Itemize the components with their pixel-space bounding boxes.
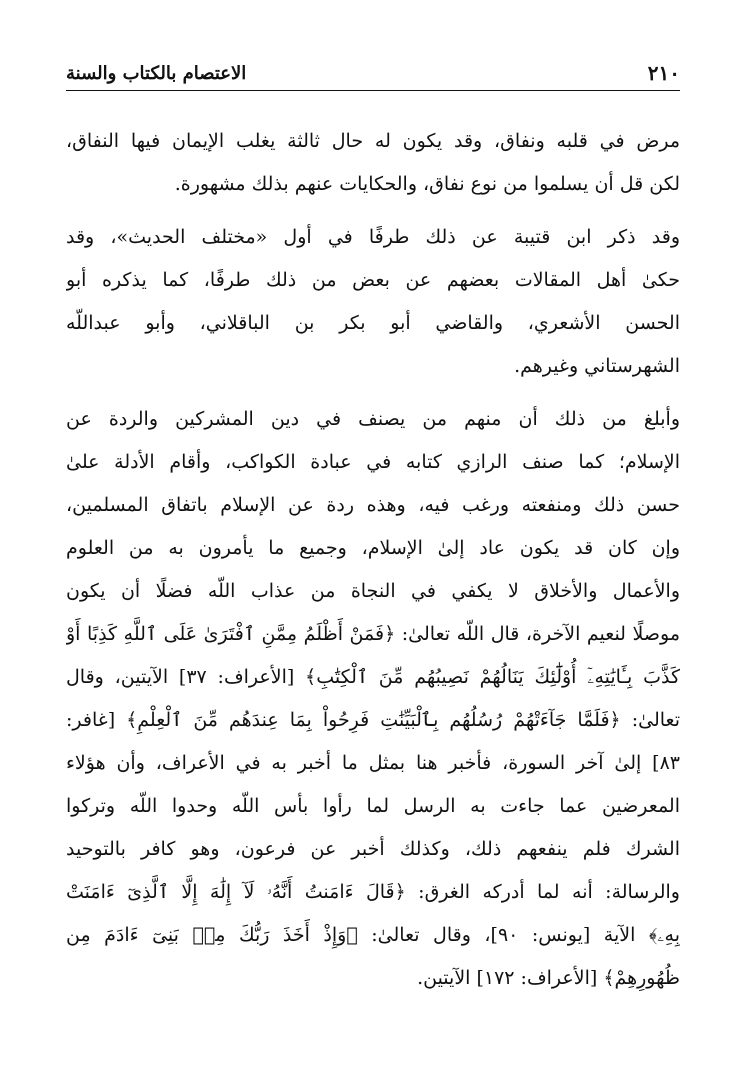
text-line: الشرك فلم ينفعهم ذلك، وكذلك أخبر عن فرعون، وهو كافر بالتوحيد <box>66 838 680 860</box>
text-line: وأبلغ من ذلك أن منهم من يصنف في دين المشركين والردة عن <box>66 408 680 430</box>
text-line: كَذَّبَ بِـَٔايَٰتِهِۦٓ أُوْلَٰٓئِكَ يَنَالُهُمْ نَصِيبُهُم مِّنَ ٱلْكِتَٰبِ﴾ [الأعراف: ٣٧] الآيتين، وقال <box>66 666 680 688</box>
text-line: مرض في قلبه ونفاق، وقد يكون له حال ثالثة يغلب الإيمان فيها النفاق، <box>66 130 680 152</box>
paragraph-gap <box>66 388 680 398</box>
text-line: موصلًا لنعيم الآخرة، قال اللّه تعالىٰ: ﴿فَمَنْ أَظْلَمُ مِمَّنِ ٱفْتَرَىٰ عَلَى ٱللَّهِ كَذِبًا أَوْ <box>66 623 680 645</box>
text-line: ٨٣] إلىٰ آخر السورة، فأخبر هنا بمثل ما أخبر به في الأعراف، وأن هؤلاء <box>66 752 680 774</box>
paragraph <box>66 120 680 206</box>
text-line: الحسن الأشعري، والقاضي أبو بكر بن الباقلاني، وأبو عبداللّه <box>66 312 680 334</box>
text-line: وإن كان قد يكون عاد إلىٰ الإسلام، وجميع ما يأمرون به من العلوم <box>66 537 680 559</box>
text-line: وقد ذكر ابن قتيبة عن ذلك طرفًا في أول «مختلف الحديث»، وقد <box>66 226 680 248</box>
text-line: والرسالة: أنه لما أدركه الغرق: ﴿قَالَ ءَامَنتُ أَنَّهُۥ لَآ إِلَٰهَ إِلَّا ٱلَّذِىٓ ءَامَنَتْ <box>66 881 680 903</box>
text-line: والأعمال والأخلاق لا يكفي في النجاة من عذاب اللّه فضلًا أن يكون <box>66 580 680 602</box>
text-line: ظُهُورِهِمْ﴾ [الأعراف: ١٧٢] الآيتين. <box>417 967 680 989</box>
text-line: لكن قل أن يسلموا من نوع نفاق، والحكايات عنهم بذلك مشهورة. <box>174 173 680 195</box>
text-line: حسن ذلك ومنفعته ورغب فيه، وهذه ردة عن الإسلام باتفاق المسلمين، <box>66 494 680 516</box>
text-line: تعالىٰ: ﴿فَلَمَّا جَآءَتْهُمْ رُسُلُهُم بِٱلْبَيِّنَٰتِ فَرِحُواْ بِمَا عِندَهُم مِّنَ ٱلْعِلْمِ﴾ [غافر: <box>66 709 680 731</box>
page-header <box>66 58 680 88</box>
running-title: الاعتصام بالكتاب والسنة <box>66 62 247 84</box>
page-number: ٢١٠ <box>647 61 680 85</box>
text-line: حكىٰ أهل المقالات بعضهم عن بعض من ذلك طرفًا، كما يذكره أبو <box>66 269 680 291</box>
text-line: الشهرستاني وغيرهم. <box>514 355 680 377</box>
text-line: المعرضين عما جاءت به الرسل لما رأوا بأس اللّه وحدوا اللّه وتركوا <box>66 795 680 817</box>
paragraph <box>66 398 680 1000</box>
paragraph-gap <box>66 206 680 216</box>
text-line: بِهِۦ﴾ الآية [يونس: ٩٠]، وقال تعالىٰ: ﴿وَإِذْ أَخَذَ رَبُّكَ مِنۢ بَنِىٓ ءَادَمَ مِن <box>66 924 680 946</box>
text-line: الإسلام؛ كما صنف الرازي كتابه في عبادة الكواكب، وأقام الأدلة علىٰ <box>66 451 680 473</box>
body-text <box>66 120 680 1000</box>
paragraph <box>66 216 680 388</box>
header-divider <box>66 90 680 91</box>
